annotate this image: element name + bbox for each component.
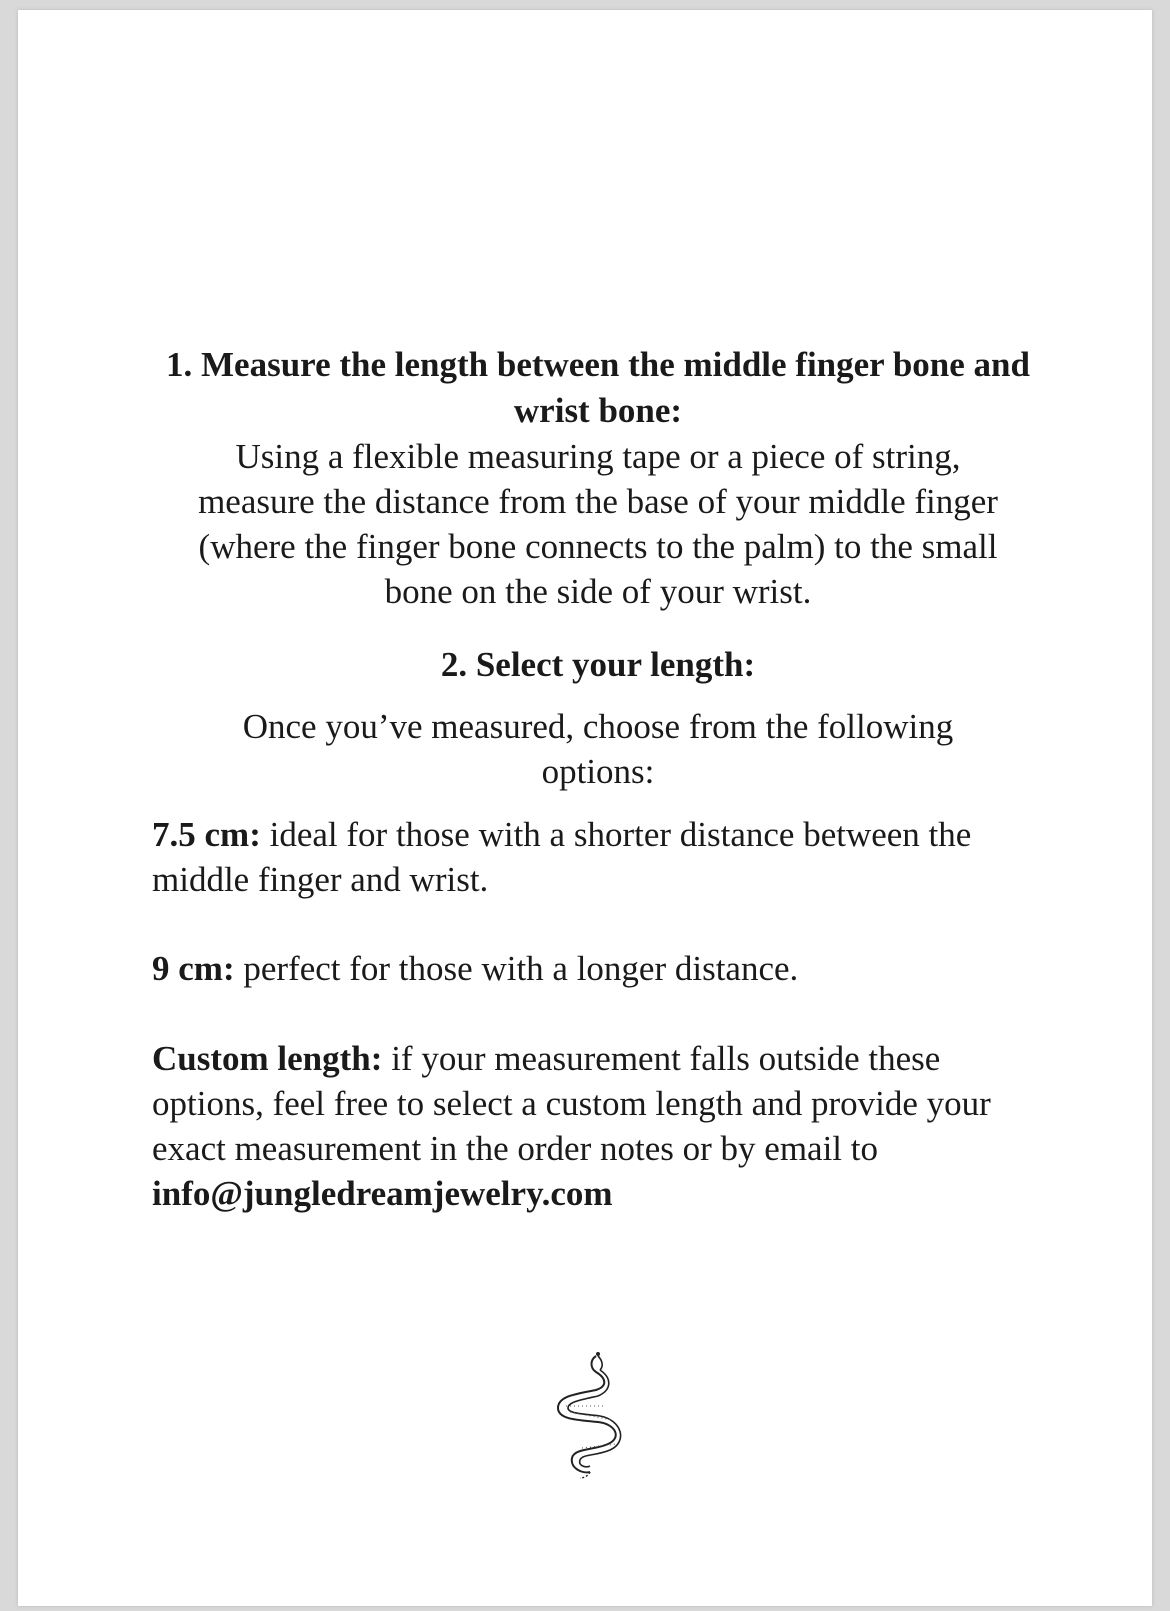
- snake-head-dot: [596, 1352, 600, 1356]
- step2-heading: 2. Select your length:: [440, 645, 756, 684]
- snake-icon: [546, 1348, 626, 1480]
- snake-head: [598, 1356, 602, 1370]
- option-7-5-cm: [152, 812, 1032, 902]
- step2-body: Once you’ve measured, choose from the following options:: [242, 707, 954, 791]
- option-text: ideal for those with a shorter distance between the middle finger and wrist.: [152, 815, 972, 899]
- step1-heading: 1. Measure the length between the middle finger bone and wrist bone:: [166, 345, 1030, 430]
- option-9-cm: [152, 946, 1032, 991]
- option-text: if your measurement falls outside these options, feel free to select a custom length and provide your exact measurement in the order notes or by email to: [152, 1039, 991, 1168]
- option-label: Custom length:: [152, 1039, 383, 1078]
- option-label: 7.5 cm:: [152, 815, 261, 854]
- option-text: perfect for those with a longer distance.: [234, 949, 799, 988]
- email-link[interactable]: info@jungledreamjewelry.com: [152, 1174, 613, 1213]
- option-label: 9 cm:: [152, 949, 235, 988]
- option-custom-length: [152, 1036, 1032, 1216]
- size-guide-card: [18, 10, 1152, 1606]
- step1-body: Using a flexible measuring tape or a piece of string, measure the distance from the base of your middle finger (where the finger bone connects to the palm) to the small bone on the side of your wrist.: [198, 437, 998, 611]
